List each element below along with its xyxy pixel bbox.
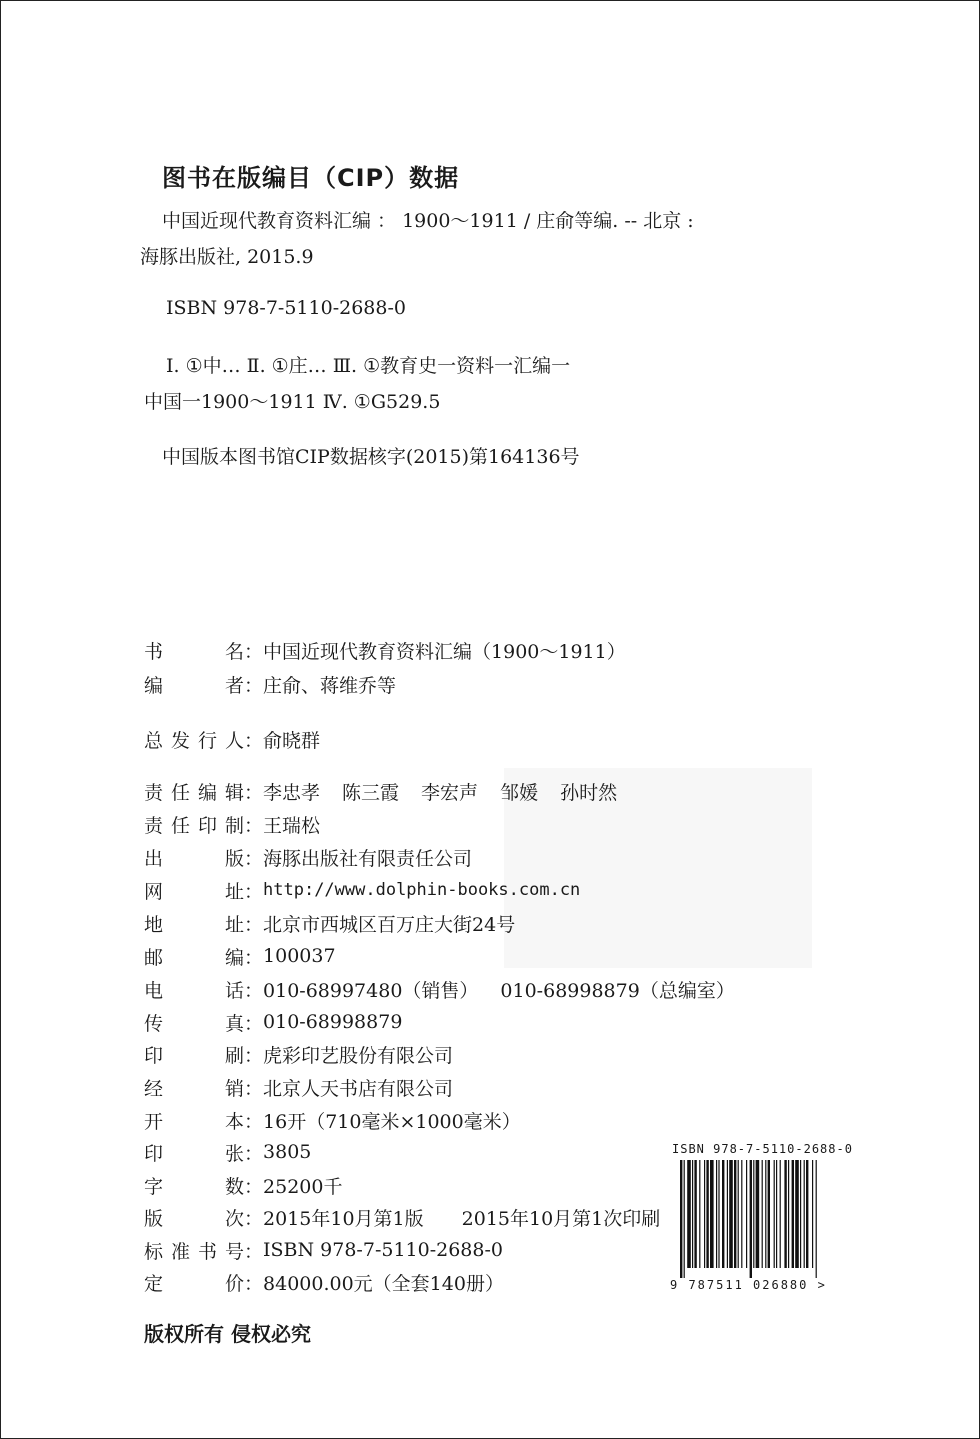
info-row-word-count: 字数 ： 25200千 bbox=[144, 1171, 342, 1199]
info-value: 虎彩印艺股份有限公司 bbox=[263, 1044, 454, 1067]
info-row-print-manager: 责任印制 ： 王瑞松 bbox=[144, 810, 320, 838]
barcode-isbn-text: ISBN 978-7-5110-2688-0 bbox=[672, 1142, 853, 1156]
info-label: 标准书号 bbox=[144, 1240, 244, 1263]
info-label: 邮编 bbox=[144, 946, 244, 969]
info-value: 2015年10月第1版 bbox=[263, 1207, 424, 1230]
info-value: 中国近现代教育资料汇编（1900～1911） bbox=[263, 640, 626, 663]
info-label: 字数 bbox=[144, 1175, 244, 1198]
info-label: 定价 bbox=[144, 1272, 244, 1295]
info-label: 网址 bbox=[144, 880, 244, 903]
cip-isbn: ISBN 978-7-5110-2688-0 bbox=[166, 297, 406, 319]
info-value: 25200千 bbox=[263, 1175, 343, 1198]
info-row-postcode: 邮编 ： 100037 bbox=[144, 942, 336, 970]
info-value: 李宏声 bbox=[421, 781, 479, 804]
info-label: 总发行人 bbox=[144, 729, 244, 752]
isbn-barcode bbox=[668, 1140, 868, 1300]
info-value: 3805 bbox=[263, 1141, 312, 1163]
info-row-publisher-person: 总发行人 ： 俞晓群 bbox=[144, 725, 320, 753]
info-value: 庄俞、蒋维乔等 bbox=[263, 674, 397, 697]
info-value: 俞晓群 bbox=[263, 729, 321, 752]
copyright-notice: 版权所有 侵权必究 bbox=[144, 1322, 311, 1346]
info-row-title: 书名 ： 中国近现代教育资料汇编（1900～1911） bbox=[144, 636, 626, 664]
info-value: 李忠孝 bbox=[263, 781, 321, 804]
info-value: 16开（710毫米×1000毫米） bbox=[263, 1110, 521, 1133]
info-label: 开本 bbox=[144, 1110, 244, 1133]
info-row-price: 定价 ： 84000.00元（全套140册） bbox=[144, 1268, 504, 1296]
info-value: 010-68997480（销售） bbox=[263, 979, 479, 1002]
cip-class-line-1: Ⅰ. ①中… Ⅱ. ①庄… Ⅲ. ①教育史一资料一汇编一 bbox=[166, 355, 571, 377]
info-row-standard-number: 标准书号 ： ISBN 978-7-5110-2688-0 bbox=[144, 1236, 503, 1264]
info-value: 2015年10月第1次印刷 bbox=[461, 1207, 661, 1230]
barcode-bars bbox=[676, 1160, 856, 1278]
info-label: 印刷 bbox=[144, 1044, 244, 1067]
info-row-responsible-editors: 责任编辑 ： 李忠孝 陈三霞 李宏声 邹媛 孙时然 bbox=[144, 777, 617, 805]
info-value: 010-68998879 bbox=[263, 1011, 403, 1033]
info-value: 010-68998879（总编室） bbox=[500, 979, 735, 1002]
info-value: 北京人天书店有限公司 bbox=[263, 1077, 454, 1100]
info-row-editor: 编者 ： 庄俞、蒋维乔等 bbox=[144, 670, 396, 698]
cip-line-2: 海豚出版社, 2015.9 bbox=[140, 246, 314, 268]
info-label: 出版 bbox=[144, 847, 244, 870]
cip-class-line-2: 中国一1900～1911 Ⅳ. ①G529.5 bbox=[144, 391, 441, 413]
cip-line-1: 中国近现代教育资料汇编 ： 1900～1911 / 庄俞等编. -- 北京 : bbox=[162, 210, 694, 232]
info-value: ISBN 978-7-5110-2688-0 bbox=[263, 1239, 503, 1261]
info-label: 电话 bbox=[144, 979, 244, 1002]
info-value: 84000.00元（全套140册） bbox=[263, 1272, 504, 1295]
info-value: 王瑞松 bbox=[263, 814, 321, 837]
info-value: 孙时然 bbox=[560, 781, 618, 804]
info-value: 陈三霞 bbox=[342, 781, 400, 804]
info-row-phone: 电话 ： 010-68997480（销售） 010-68998879（总编室） bbox=[144, 975, 735, 1003]
info-label: 编者 bbox=[144, 674, 244, 697]
info-row-fax: 传真 ： 010-68998879 bbox=[144, 1008, 402, 1036]
info-label: 地址 bbox=[144, 913, 244, 936]
info-label: 书名 bbox=[144, 640, 244, 663]
info-label: 经销 bbox=[144, 1077, 244, 1100]
info-value: 100037 bbox=[263, 945, 336, 967]
info-label: 传真 bbox=[144, 1012, 244, 1035]
info-row-printer: 印刷 ： 虎彩印艺股份有限公司 bbox=[144, 1040, 453, 1068]
info-label: 责任编辑 bbox=[144, 781, 244, 804]
info-row-address: 地址 ： 北京市西城区百万庄大街24号 bbox=[144, 909, 515, 937]
info-row-press: 出版 ： 海豚出版社有限责任公司 bbox=[144, 843, 472, 871]
info-row-website: 网址 ： http://www.dolphin-books.com.cn bbox=[144, 876, 580, 904]
info-row-distributor: 经销 ： 北京人天书店有限公司 bbox=[144, 1073, 453, 1101]
cip-title: 图书在版编目（CIP）数据 bbox=[162, 164, 460, 192]
barcode-digits: 9 787511 026880 > bbox=[670, 1278, 827, 1292]
info-row-sheets: 印张 ： 3805 bbox=[144, 1138, 311, 1166]
info-label: 印张 bbox=[144, 1142, 244, 1165]
info-value: 北京市西城区百万庄大街24号 bbox=[263, 913, 516, 936]
info-row-edition: 版次 ： 2015年10月第1版 2015年10月第1次印刷 bbox=[144, 1203, 660, 1231]
info-value: 邹媛 bbox=[500, 781, 539, 804]
cip-notice: 中国版本图书馆CIP数据核字(2015)第164136号 bbox=[162, 446, 580, 468]
info-label: 责任印制 bbox=[144, 814, 244, 837]
website-link: http://www.dolphin-books.com.cn bbox=[263, 880, 581, 900]
info-row-format: 开本 ： 16开（710毫米×1000毫米） bbox=[144, 1106, 521, 1134]
info-value: 海豚出版社有限责任公司 bbox=[263, 847, 473, 870]
info-label: 版次 bbox=[144, 1207, 244, 1230]
